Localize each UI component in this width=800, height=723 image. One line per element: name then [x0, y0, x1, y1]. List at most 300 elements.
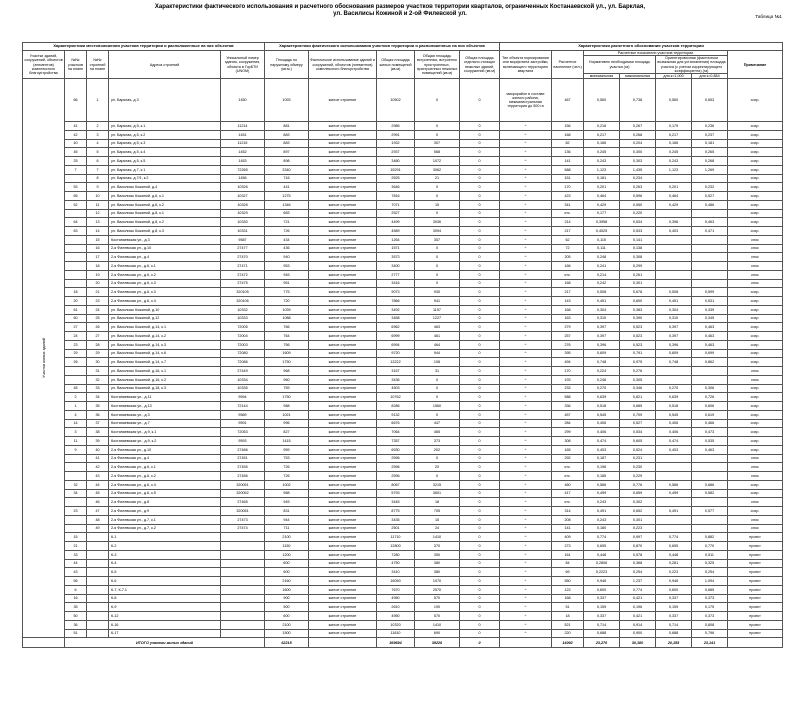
table-cell: ^ [500, 419, 552, 428]
table-cell: 11 [87, 200, 109, 209]
table-cell: 0,776 [620, 480, 656, 489]
table-cell: 0 [460, 157, 500, 166]
table-cell: 3492 [377, 305, 415, 314]
table-cell: жилое строение [309, 577, 377, 586]
table-cell: 0,201 [656, 183, 692, 192]
table-cell: 2-я Филевская ул., д.4 [109, 454, 221, 463]
total-cell: 23,141 [692, 638, 728, 648]
table-cell: 0,471 [692, 227, 728, 236]
table-cell: ул. Василисы Кожиной, д.14, к.6 [109, 349, 221, 358]
table-cell: ^ [500, 270, 552, 279]
table-cell: 3094 [415, 227, 460, 236]
table-cell: ^ [500, 603, 552, 612]
table-cell: снос [728, 524, 783, 533]
table-cell: 0,166 [656, 139, 692, 148]
table-row [23, 314, 783, 323]
table-row [23, 463, 783, 472]
table-cell: 0 [460, 620, 500, 629]
table-cell: жилое строение [309, 542, 377, 551]
table-cell: жилое строение [309, 148, 377, 157]
table-cell: жилое строение [309, 367, 377, 376]
table-cell: ул. Василисы Кожиной, д.6, к.1 [109, 192, 221, 201]
table-cell: 0,346 [620, 384, 656, 393]
table-cell [65, 279, 87, 288]
table-cell: 52 [65, 200, 87, 209]
table-cell: К-2 [109, 542, 221, 551]
table-cell: 1021 [265, 410, 309, 419]
table-cell [221, 533, 265, 542]
table-cell: сохр. [728, 305, 783, 314]
table-cell: 3 [87, 130, 109, 139]
table-cell: К-1 [109, 533, 221, 542]
table-cell: 9589 [221, 410, 265, 419]
table-row [23, 165, 783, 174]
table-cell: 0,231 [620, 454, 656, 463]
table-cell: 0,196 [620, 603, 656, 612]
table-cell: отс. [552, 472, 584, 481]
table-cell: 0,2223 [584, 568, 620, 577]
table-cell: 35 [87, 402, 109, 411]
table-row [23, 122, 783, 131]
table-cell: К-16 [109, 620, 221, 629]
table-cell: 34 [87, 393, 109, 402]
table-cell [87, 585, 109, 594]
table-cell [656, 270, 692, 279]
table-cell: ^ [500, 507, 552, 516]
table-cell: 4 [65, 410, 87, 419]
table-cell: 9591 [221, 419, 265, 428]
table-cell: 0,586 [584, 480, 620, 489]
table-cell: ^ [500, 297, 552, 306]
table-cell: 0,234 [620, 174, 656, 183]
table-cell: 357 [415, 235, 460, 244]
table-cell: 18 [65, 288, 87, 297]
table-cell: 0,187 [584, 454, 620, 463]
table-cell [692, 454, 728, 463]
table-cell: 10333 [221, 314, 265, 323]
table-cell: 0,609 [584, 349, 620, 358]
table-cell: ул. Василисы Кожиной, д.12 [109, 314, 221, 323]
table-cell: 320105 [221, 288, 265, 297]
table-cell: 0 [460, 472, 500, 481]
table-cell: ^ [500, 620, 552, 629]
table-cell: 1070 [415, 577, 460, 586]
document-title [120, 4, 680, 18]
table-cell: 0,946 [584, 577, 620, 586]
table-cell: 883 [265, 130, 309, 139]
table-cell: жилое строение [309, 507, 377, 516]
table-cell: 1410 [415, 533, 460, 542]
table-cell: микрорайон в составе жилого района, межмагистральная территория до 500 га [500, 79, 552, 122]
table-cell: 0,201 [584, 183, 620, 192]
table-cell: сохр. [728, 410, 783, 419]
table-cell: 0,373 [692, 612, 728, 621]
table-cell: 11 [65, 437, 87, 446]
table-cell: ул. Василисы Кожиной, д.16, к.2 [109, 375, 221, 384]
table-cell: 0,534 [620, 218, 656, 227]
table-cell: 1227 [415, 314, 460, 323]
table-cell: 0 [460, 594, 500, 603]
table-cell: 0,397 [584, 332, 620, 341]
table-cell: 0,900 [620, 629, 656, 638]
table-cell [87, 533, 109, 542]
table-cell: 3458 [377, 314, 415, 323]
table-cell: 27 [65, 323, 87, 332]
table-cell: 72 [552, 244, 584, 253]
table-cell: 0,383 [620, 305, 656, 314]
table-cell: 3036 [415, 218, 460, 227]
table-cell: жилое строение [309, 183, 377, 192]
table-cell: 18 [552, 612, 584, 621]
table-cell: Костанаевская ул., д.9, к.2 [109, 437, 221, 446]
table-cell: 9587 [221, 235, 265, 244]
table-cell: 40 [65, 139, 87, 148]
table-cell: 0,474 [656, 437, 692, 446]
table-cell: 43 [87, 472, 109, 481]
table-cell [692, 515, 728, 524]
table-cell: 0,499 [584, 489, 620, 498]
table-cell: 21 [87, 288, 109, 297]
table-cell: 0,464 [584, 192, 620, 201]
table-cell: 72004 [221, 332, 265, 341]
table-cell: 0,577 [692, 507, 728, 516]
table-cell: снос [728, 253, 783, 262]
table-cell: 726 [265, 463, 309, 472]
table-cell: 0 [415, 209, 460, 218]
table-cell: сохр. [728, 507, 783, 516]
table-cell: 0 [460, 358, 500, 367]
table-cell: 26 [65, 358, 87, 367]
table-row [23, 620, 783, 629]
table-cell: 0,268 [620, 130, 656, 139]
col-header-13: минимальная [584, 74, 620, 79]
table-cell: ^ [500, 550, 552, 559]
table-row [23, 559, 783, 568]
table-cell: 457 [552, 410, 584, 419]
table-cell: 0,738 [620, 79, 656, 122]
col-header-10: Общая площадь отдельно стоящих нежилых зданий, сооружений (кв.м) [460, 51, 500, 79]
table-cell: ^ [500, 559, 552, 568]
table-cell: 141 [552, 524, 584, 533]
table-cell: 0,224 [584, 367, 620, 376]
table-cell: ^ [500, 585, 552, 594]
table-cell: 20 [87, 279, 109, 288]
table-cell: 1093 [265, 79, 309, 122]
table-cell: 51 [552, 603, 584, 612]
col-header-4: Адреса строений [109, 51, 221, 79]
table-cell: 279 [552, 323, 584, 332]
table-cell: 0,196 [584, 463, 620, 472]
total-cell: 369694 [377, 638, 415, 648]
table-cell: 944 [415, 349, 460, 358]
table-cell: 65 [65, 192, 87, 201]
table-cell: жилое строение [309, 244, 377, 253]
table-cell: ^ [500, 454, 552, 463]
table-cell: жилое строение [309, 340, 377, 349]
table-cell: 0,396 [584, 340, 620, 349]
table-cell: 0,659 [620, 489, 656, 498]
table-cell: 1453 [221, 157, 265, 166]
table-row [23, 332, 783, 341]
table-cell: 960 [265, 375, 309, 384]
table-cell: К-7, К-7.1 [109, 585, 221, 594]
table-row [23, 445, 783, 454]
table-cell: 0,305 [620, 375, 656, 384]
table-cell: ул. Василисы Кожиной, д.10 [109, 305, 221, 314]
table-cell: снос [728, 472, 783, 481]
table-cell: 24 [415, 524, 460, 533]
table-cell: 1750 [265, 358, 309, 367]
table-cell: 0 [460, 209, 500, 218]
table-cell: 2-я Филевская ул., д.7, к.1 [109, 515, 221, 524]
table-cell: 0 [460, 612, 500, 621]
table-cell: 6999 [377, 332, 415, 341]
table-cell: 0 [460, 235, 500, 244]
table-cell: 705 [415, 507, 460, 516]
table-cell: 1750 [265, 393, 309, 402]
table-cell: сохр. [728, 165, 783, 174]
table-cell: ^ [500, 358, 552, 367]
table-cell: 45 [65, 384, 87, 393]
table-cell [65, 454, 87, 463]
table-cell: 0,545 [656, 410, 692, 419]
table-cell: жилое строение [309, 437, 377, 446]
table-cell: 0,345 [692, 314, 728, 323]
table-cell [692, 244, 728, 253]
table-cell: 31 [415, 367, 460, 376]
table-cell: жилое строение [309, 550, 377, 559]
table-cell: жилое строение [309, 594, 377, 603]
table-cell: 42 [65, 130, 87, 139]
table-cell: 4589 [377, 227, 415, 236]
table-cell: 307 [415, 139, 460, 148]
table-cell: Костанаевская ул., д.13 [109, 402, 221, 411]
table-cell: 0 [460, 174, 500, 183]
table-cell: 11810 [377, 629, 415, 638]
table-cell: жилое строение [309, 489, 377, 498]
table-cell: 69 [552, 568, 584, 577]
table-cell: 341 [552, 200, 584, 209]
table-cell [692, 375, 728, 384]
table-cell: жилое строение [309, 402, 377, 411]
table-cell: 27474 [221, 524, 265, 533]
table-cell: 161 [552, 550, 584, 559]
table-row [23, 297, 783, 306]
table-cell: 883 [265, 139, 309, 148]
table-cell: 0,281 [656, 559, 692, 568]
table-cell: 600 [265, 568, 309, 577]
table-cell: жилое строение [309, 515, 377, 524]
table-cell: снос [728, 515, 783, 524]
table-cell [656, 209, 692, 218]
table-cell: 0,396 [656, 218, 692, 227]
table-cell: 0,223 [656, 568, 692, 577]
table-cell [656, 498, 692, 507]
table-cell: 0,946 [656, 577, 692, 586]
table-cell: 0,245 [584, 148, 620, 157]
table-cell: 276 [552, 340, 584, 349]
table-cell: 168 [552, 594, 584, 603]
table-cell: 10331 [221, 227, 265, 236]
table-cell: жилое строение [309, 174, 377, 183]
table-cell: 3445 [377, 498, 415, 507]
table-row [23, 288, 783, 297]
table-cell: снос [728, 367, 783, 376]
table-cell: 7357 [377, 437, 415, 446]
table-row [23, 402, 783, 411]
table-cell: 1,123 [584, 165, 620, 174]
table-cell: 1 [87, 79, 109, 122]
table-cell: 0 [415, 253, 460, 262]
table-cell: 467 [552, 79, 584, 122]
table-cell: 2160 [265, 577, 309, 586]
table-cell: ^ [500, 428, 552, 437]
table-cell: 2-я Филевская ул., д.6, к.4 [109, 297, 221, 306]
table-cell: жилое строение [309, 480, 377, 489]
table-cell: 0,499 [656, 489, 692, 498]
table-cell: снос [728, 454, 783, 463]
table-cell: 41 [87, 454, 109, 463]
table-cell: 0,448 [656, 550, 692, 559]
table-cell: 0,403 [584, 445, 620, 454]
table-cell: жилое строение [309, 253, 377, 262]
table-cell: 0,523 [620, 340, 656, 349]
table-row [23, 209, 783, 218]
table-cell: 63 [65, 227, 87, 236]
table-cell: 72265 [221, 165, 265, 174]
table-cell: 36 [87, 410, 109, 419]
table-cell: 0,518 [584, 402, 620, 411]
table-cell: 257 [552, 332, 584, 341]
table-cell: К-5 [109, 568, 221, 577]
table-cell: 314 [552, 507, 584, 516]
table-cell: ^ [500, 174, 552, 183]
table-cell: 2596 [377, 472, 415, 481]
table-cell [65, 498, 87, 507]
table-cell: жилое строение [309, 262, 377, 271]
table-cell: 0,600 [620, 297, 656, 306]
table-cell: сохр. [728, 183, 783, 192]
table-cell: 417 [552, 489, 584, 498]
table-cell: жилое строение [309, 498, 377, 507]
table-cell: 0,473 [692, 428, 728, 437]
total-cell: 30,180 [620, 638, 656, 648]
table-cell: 0,550 [620, 200, 656, 209]
table-cell: 0,337 [584, 594, 620, 603]
table-cell: 3215 [415, 480, 460, 489]
table-cell: 0 [460, 585, 500, 594]
table-cell: 13 [87, 218, 109, 227]
table-cell: 0 [460, 559, 500, 568]
col-header-14: максимальная [620, 74, 656, 79]
table-cell: 1,435 [620, 165, 656, 174]
table-cell: 9594 [221, 393, 265, 402]
table-cell: 0,655 [584, 542, 620, 551]
table-cell: К-4 [109, 559, 221, 568]
table-cell: 27477 [221, 244, 265, 253]
table-cell: 0,2806 [584, 559, 620, 568]
table-cell: 881 [265, 122, 309, 131]
table-cell [221, 594, 265, 603]
table-cell: жилое строение [309, 585, 377, 594]
table-cell: 273 [552, 542, 584, 551]
table-cell: 141 [552, 157, 584, 166]
table-cell: 0,421 [620, 594, 656, 603]
table-cell: 320051 [221, 507, 265, 516]
table-cell: 0,560 [656, 79, 692, 122]
table-cell: 10335 [221, 384, 265, 393]
table-cell: 0 [415, 192, 460, 201]
table-cell: жилое строение [309, 270, 377, 279]
table-cell: 10328 [221, 200, 265, 209]
table-cell: снос [728, 270, 783, 279]
table-cell: 0,619 [692, 410, 728, 419]
table-cell: 0,397 [656, 332, 692, 341]
table-cell: 33 [65, 550, 87, 559]
table-cell: ^ [500, 472, 552, 481]
table-cell: 0,181 [584, 174, 620, 183]
table-row [23, 629, 783, 638]
table-cell: снос [728, 375, 783, 384]
table-cell: 953 [265, 262, 309, 271]
table-cell: ^ [500, 288, 552, 297]
total-cell [309, 638, 377, 648]
table-cell: ^ [500, 332, 552, 341]
table-cell: 0,774 [656, 533, 692, 542]
table-cell: 168 [552, 130, 584, 139]
table-row [23, 542, 783, 551]
table-row [23, 568, 783, 577]
table-cell: 0,774 [584, 533, 620, 542]
table-cell: жилое строение [309, 79, 377, 122]
table-cell: 3340 [265, 165, 309, 174]
table-cell: 27451 [221, 454, 265, 463]
table-cell: 38 [87, 428, 109, 437]
table-cell: 0,263 [620, 183, 656, 192]
table-cell: 0,243 [584, 157, 620, 166]
table-cell: 0,688 [584, 629, 620, 638]
table-cell: 13222 [377, 358, 415, 367]
table-cell: жилое строение [309, 305, 377, 314]
table-cell: 2-я Филевская ул., д.6, к.5 [109, 489, 221, 498]
table-cell: 29 [65, 349, 87, 358]
table-cell: 9720 [377, 349, 415, 358]
table-cell: 996 [265, 419, 309, 428]
table-cell: 27455 [221, 463, 265, 472]
table-cell: ^ [500, 340, 552, 349]
table-cell: сохр. [728, 227, 783, 236]
table-cell: 45 [65, 148, 87, 157]
table-cell: 0,429 [584, 200, 620, 209]
total-cell: 0 [460, 638, 500, 648]
col-header-15: для к=1,000 [656, 74, 692, 79]
table-cell: 6930 [377, 445, 415, 454]
table-cell [87, 568, 109, 577]
table-row [23, 358, 783, 367]
table-row [23, 235, 783, 244]
table-cell: 299 [552, 428, 584, 437]
table-cell: 1600 [265, 585, 309, 594]
table-cell: 2-я Филевская ул., д.6, к.4 [109, 480, 221, 489]
table-cell [221, 559, 265, 568]
group-header-actual: Характеристики фактического использования участков территории и расположенных на них объектов [265, 43, 500, 51]
table-cell: 940 [265, 253, 309, 262]
table-cell: 4950 [377, 612, 415, 621]
table-cell: 0,180 [584, 524, 620, 533]
table-cell: 0,276 [620, 367, 656, 376]
table-cell: ^ [500, 489, 552, 498]
table-row [23, 349, 783, 358]
